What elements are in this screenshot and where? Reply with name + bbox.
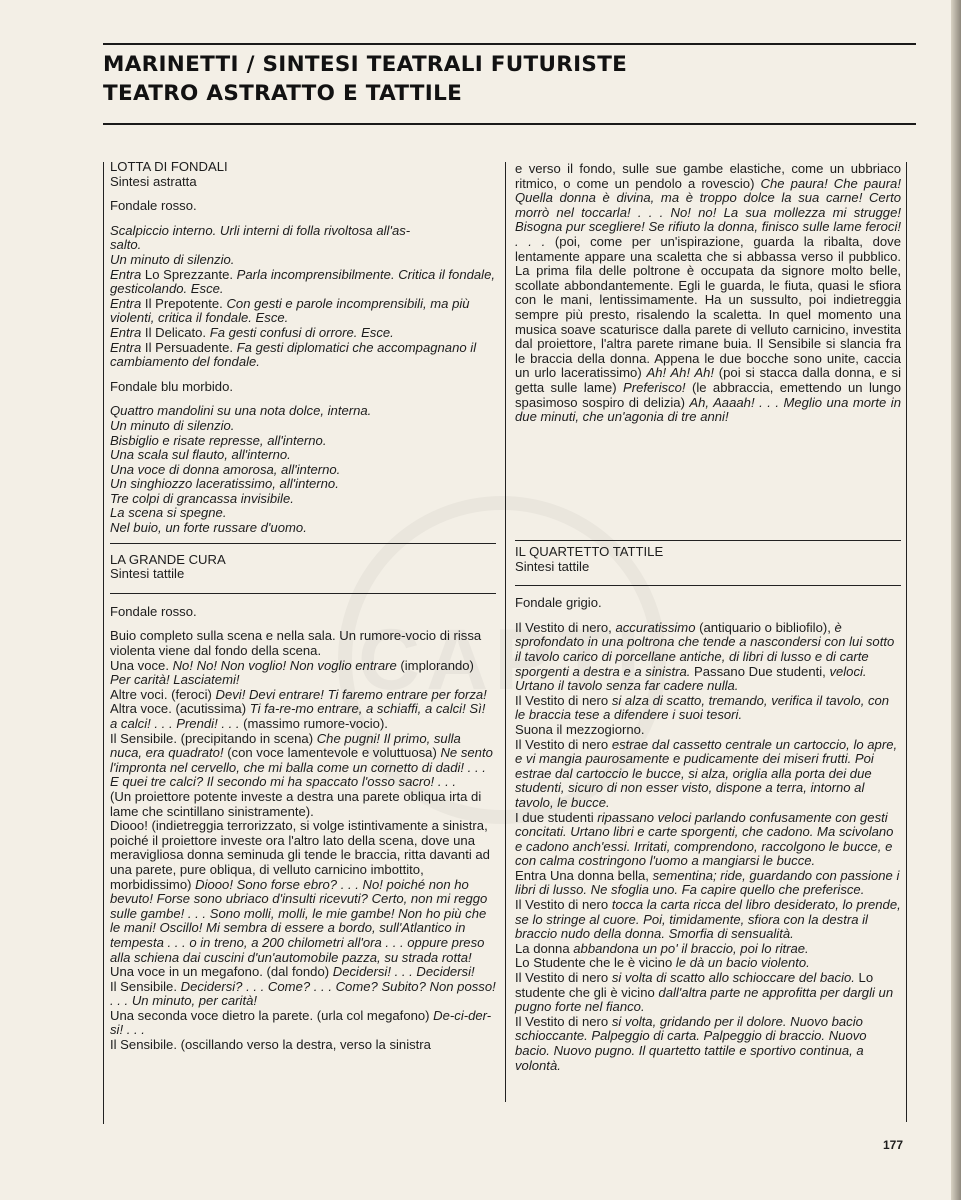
title-line-2: TEATRO ASTRATTO E TATTILE [103,81,463,106]
paragraph: Un singhiozzo laceratissimo, all'interno. [110,476,339,492]
stage-direction: Fondale grigio. [515,595,602,611]
section-subtitle: Sintesi astratta [110,173,197,189]
paragraph: Suona il mezzogiorno. [515,721,645,737]
page-title [103,50,627,108]
left-column [110,160,496,1053]
page-number: 177 [883,1138,904,1152]
paragraph: Altra voce. (acutissima) Ti fa-re-mo entrare, a schiaffi, a calci! Sì! a calci! . . . Prendi! . . . (massimo rumore-vocio). [110,701,486,731]
stage-direction: Fondale blu morbido. [110,378,234,394]
paragraph: Un minuto di silenzio. [110,417,235,433]
paragraph: Il Sensibile. Decidersi? . . . Come? . . . Come? Subito? Non posso! . . . Un minuto, per carità! [110,978,496,1009]
paragraph: Buio completo sulla scena e nella sala. Un rumore-vocio di rissa violenta viene dal fondo della scena. [110,628,482,659]
paragraph: Bisbiglio e risate represse, all'interno. [110,432,327,448]
paragraph: Il Vestito di nero tocca la carta ricca del libro desiderato, lo prende, se lo stringe al cuore. Poi, timidamente, sfiora con la destra il braccio nudo della donna. Smorfia di sensualità. [515,897,901,942]
paragraph: Il Sensibile. (oscillando verso la destra, verso la sinistra [110,1037,431,1053]
title-line-1: MARINETTI / SINTESI TEATRALI FUTURISTE [103,52,628,77]
paragraph: Diooo! (indietreggia terrorizzato, si volge istintivamente a sinistra, poiché il proiettore investe ora l'altro lato della scena, dove una meravigliosa donna seminuda gli tende le braccia, ritta davanti ad una parete, pure obliqua, di velluto carnicino imbottito, morbidissimo) Diooo! Sono forse ebro? . . . No! poiché non ho bevuto! Forse sono ubriaco d'insulti ricevuti? Certo, non mi reggo sulle gambe! . . . Sono molli, molli, le mie gambe! Non ho più che le mani! Oscillo! Mi sembra di essere a bordo, sull'Atlantico in tempesta . . . o in treno, a 200 chilometri all'ora . . . oppure preso alla schiena dai cuscini d'un'automobile pazza, su strada rotta! [110,818,490,965]
paragraph: Una voce. No! No! Non voglio! Non voglio entrare (implorando) Per carità! Lasciatemi! [110,657,474,688]
paragraph: Entra Il Persuadente. Fa gesti diplomatici che accompagnano il cambiamento del fondale. [110,339,477,370]
paragraph: Entra Il Delicato. Fa gesti confusi di orrore. Esce. [110,324,394,340]
paragraph: Altre voci. (feroci) Devi! Devi entrare! Ti faremo entrare per forza! [110,686,487,702]
paragraph: Una scala sul flauto, all'interno. [110,447,291,463]
paragraph: (Un proiettore potente investe a destra una parete obliqua irta di lame che scintillano sinistramente). [110,788,482,819]
left-column-border [103,162,104,1124]
paragraph: Una seconda voce dietro la parete. (urla col megafono) De-ci-der-si! . . . [110,1007,492,1038]
stage-direction: Fondale rosso. [110,198,197,214]
paragraph: Un minuto di silenzio. [110,251,235,267]
paragraph: Lo Studente che le è vicino le dà un bacio violento. [515,955,810,971]
paragraph: Entra Una donna bella, sementina; ride, guardando con passione i libri di lusso. Ne sfoglia uno. Fa capire quello che preferisce. [515,867,900,898]
section-title-rule [110,593,496,594]
section-title: IL QUARTETTO TATTILE [515,544,664,559]
header-top-rule [103,43,916,45]
paragraph: Il Sensibile. (precipitando in scena) Che pugni! Il primo, sulla nuca, era quadrato! (con voce lamentevole e voluttuosa) Ne sento l'impronta nel cervello, che mi balla come un cornetto di dadi! . . . E quei tre calci? Il secondo mi ha spaccato l'osso sacro! . . . [110,730,493,790]
paragraph: La scena si spegne. [110,505,227,521]
section-subtitle: Sintesi tattile [515,558,590,574]
section-separator [515,540,901,541]
section-title: LA GRANDE CURA [110,551,226,567]
paragraph: Il Vestito di nero si volta di scatto allo schioccare del bacio. Lo studente che gli è vicino dall'altra parte ne approfitta per dargli un pugno forte nel fianco. [515,970,894,1015]
middle-column-border [505,162,506,1102]
paragraph: Nel buio, un forte russare d'uomo. [110,520,307,536]
section-quartetto [515,540,901,1073]
paragraph: salto. [110,237,142,253]
paragraph: Una voce in un megafono. (dal fondo) Decidersi! . . . Decidersi! [110,964,475,980]
paragraph: La donna abbandona un po' il braccio, poi lo ritrae. [515,940,809,956]
section-title: LOTTA DI FONDALI [110,159,228,174]
header-bottom-rule [103,123,916,125]
paragraph: Una voce di donna amorosa, all'interno. [110,461,341,477]
paragraph: I due studenti ripassano veloci parlando confusamente con gesti concitati. Urtano libri e carte sporgenti, che cadono. Ma scivolano e cadono anch'essi. Irritati, comprendono, raccolgono le bucce, e con calma costringono l'uomo a mangiarsi le bucce. [515,809,894,869]
right-column-border [906,162,907,1122]
paragraph: Il Vestito di nero estrae dal cassetto centrale un cartoccio, lo apre, e vi mangia paurosamente e pudicamente dei miseri frutti. Poi estrae dal cartoccio le bucce, si alza, origlia alla porta dei due studenti, sicuro di non esser visto, dispone a terra, intorno al tavolo, le bucce. [515,736,898,810]
section-lotta [110,160,496,536]
paragraph: Il Vestito di nero si alza di scatto, tremando, verifica il tavolo, con le braccia tese a difendere i suoi tesori. [515,692,890,723]
section-cura [110,553,496,1053]
paragraph: Quattro mandolini su una nota dolce, interna. [110,403,372,419]
page-edge-shadow [951,0,961,1200]
paragraph: Entra Il Prepotente. Con gesti e parole incomprensibili, ma più violenti, critica il fondale. Esce. [110,295,470,326]
paragraph: Il Vestito di nero si volta, gridando per il dolore. Nuovo bacio schioccante. Palpeggio di carta. Palpeggio di braccio. Nuovo bacio. Nuovo pugno. Il quartetto tattile e sportivo continua, a volontà. [515,1013,867,1073]
right-column-continuation [515,162,901,425]
paragraph: Tre colpi di grancassa invisibile. [110,490,294,506]
paragraph: Entra Lo Sprezzante. Parla incomprensibilmente. Critica il fondale, gesticolando. Esce. [110,266,496,297]
section-title-rule [515,585,901,586]
section-subtitle: Sintesi tattile [110,566,185,582]
stage-direction: Fondale rosso. [110,603,197,619]
paragraph: e verso il fondo, sulle sue gambe elastiche, come un ubbriaco ritmico, o come un pendolo a rovescio) Che paura! Che paura! Quella donna è divina, ma è troppo dolce la sua carne! Certo morrò nel toccarla! . . . No! no! La sua mollezza mi strugge! Bisogna pur scegliere! Se rifiuto la donna, finisco sulle lame feroci! . . . (poi, come per un'ispirazione, guarda la ribalta, dove lentamente appare una scaletta che si abbassa verso il pubblico. La prima fila delle poltrone è occupata da signore molto belle, scollate abbondantemente. Egli le guarda, le fiuta, quasi le sfiora con le mani, lentissimamente. Ha un sussulto, poi indietreggia sempre più presto, risalendo la scaletta. In quel momento una musica soave scaturisce dalla parete di velluto carnicino, investita dal proiettore, l'altra parete rimane buia. Il Sensibile si slancia fra le braccia della donna. Appena le due bocche sono unite, caccia un urlo laceratissimo) Ah! Ah! Ah! (poi si stacca dalla donna, e si getta sulle lame) Preferisco! (le abbraccia, emettendo un lungo spasimoso sospiro di delizia) Ah, Aaaah! . . . Meglio una morte in due minuti, che un'agonia di tre anni! [515,161,901,425]
paragraph: Scalpiccio interno. Urli interni di folla rivoltosa all'as- [110,222,411,238]
section-separator [110,543,496,544]
paragraph: Il Vestito di nero, accuratissimo (antiquario o bibliofilo), è sprofondato in una poltrona che tende a nascondersi con lui sotto il tavolo carico di porcellane antiche, di libri di lusso e di carte sporgenti a destra e a sinistra. Passano Due studenti, veloci. Urtano il tavolo senza far cadere nulla. [515,619,895,694]
